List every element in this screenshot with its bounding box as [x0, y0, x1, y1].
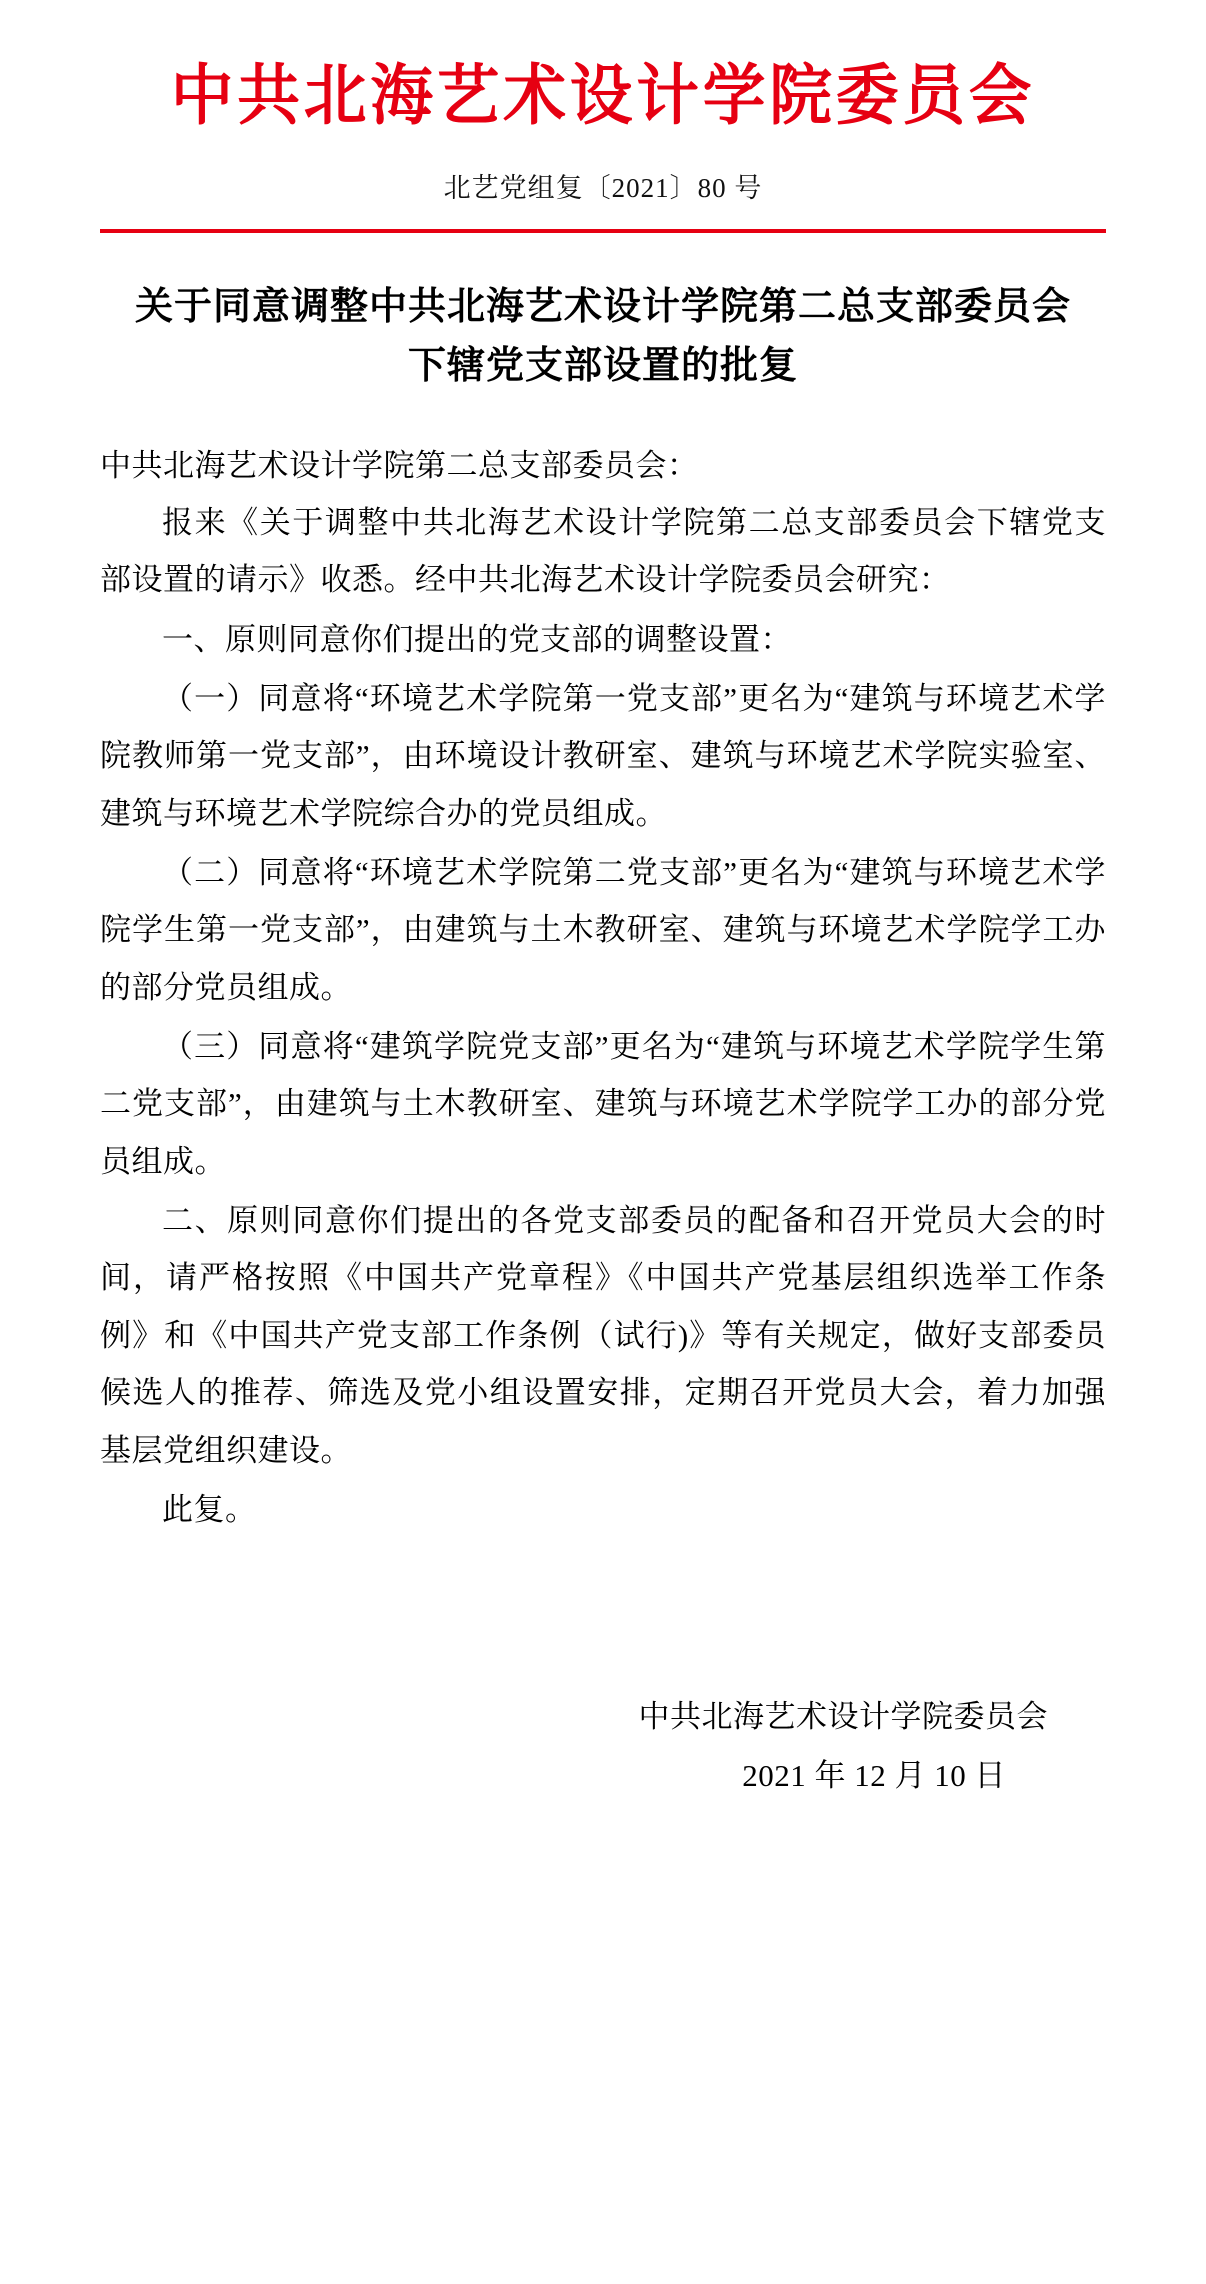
document-addressee: 中共北海艺术设计学院第二总支部委员会：	[100, 447, 699, 483]
body-paragraph: 报来《关于调整中共北海艺术设计学院第二总支部委员会下辖党支部设置的请示》收悉。经中共北海艺术设计学院委员会研究：	[100, 505, 1106, 598]
signature-block	[100, 1538, 1106, 1866]
body-paragraph: 一、原则同意你们提出的党支部的调整设置：	[162, 621, 792, 657]
document-body	[100, 233, 1106, 1538]
body-paragraph: 此复。	[162, 1491, 257, 1527]
signature-organization: 中共北海艺术设计学院委员会	[638, 1699, 1048, 1735]
body-paragraph: （三）同意将“建筑学院党支部”更名为“建筑与环境艺术学院学生第二党支部”，由建筑与土木教研室、建筑与环境艺术学院学工办的部分党员组成。	[100, 1029, 1106, 1179]
document-header	[0, 0, 1206, 233]
body-paragraph: （二）同意将“环境艺术学院第二党支部”更名为“建筑与环境艺术学院学生第一党支部”，由建筑与土木教研室、建筑与环境艺术学院学工办的部分党员组成。	[100, 855, 1106, 1005]
document-number: 北艺党组复〔2021〕80 号	[443, 172, 763, 203]
document-subject-title: 关于同意调整中共北海艺术设计学院第二总支部委员会下辖党支部设置的批复	[134, 282, 1071, 387]
signature-date: 2021 年 12 月 10 日	[742, 1758, 1006, 1794]
issuing-organization-title: 中共北海艺术设计学院委员会	[170, 56, 1036, 134]
body-paragraph: （一）同意将“环境艺术学院第一党支部”更名为“建筑与环境艺术学院教师第一党支部”，由环境设计教研室、建筑与环境艺术学院实验室、建筑与环境艺术学院综合办的党员组成。	[100, 681, 1106, 831]
body-paragraph: 二、原则同意你们提出的各党支部委员的配备和召开党员大会的时间，请严格按照《中国共产党章程》《中国共产党基层组织选举工作条例》和《中国共产党支部工作条例（试行)》等有关规定，做好支部委员候选人的推荐、筛选及党小组设置安排，定期召开党员大会，着力加强基层党组织建设。	[100, 1203, 1106, 1468]
